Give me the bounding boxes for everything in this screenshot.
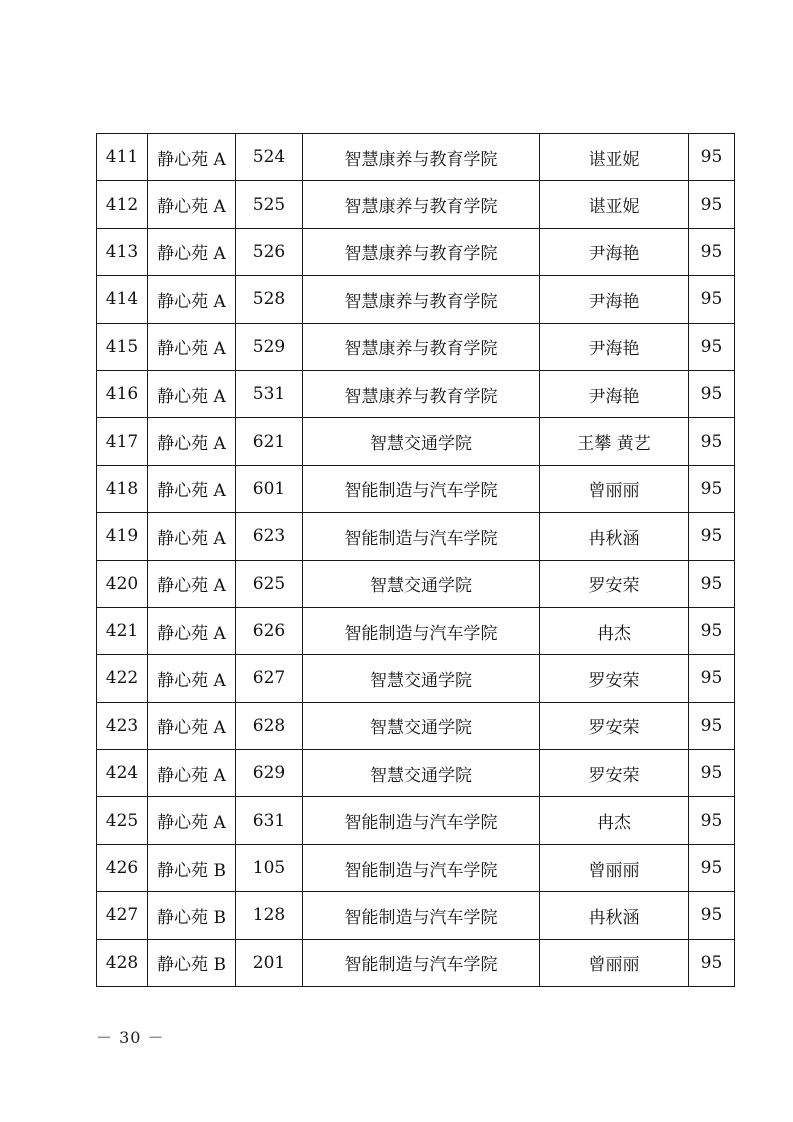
score-cell: 95 [689,513,735,560]
table-row [97,607,735,654]
counselor-cell: 曾丽丽 [540,844,689,891]
building-cell: 静心苑 A [148,607,236,654]
room-number-cell: 628 [236,702,303,749]
building-cell: 静心苑 A [148,276,236,323]
table-row [97,702,735,749]
college-cell: 智慧交通学院 [303,418,540,465]
college-cell: 智能制造与汽车学院 [303,892,540,939]
building-cell: 静心苑 A [148,323,236,370]
room-number-cell: 629 [236,750,303,797]
score-cell: 95 [689,228,735,275]
row-index-cell: 411 [97,134,148,181]
college-cell: 智慧康养与教育学院 [303,228,540,275]
college-cell: 智慧康养与教育学院 [303,370,540,417]
table-row [97,323,735,370]
college-cell: 智能制造与汽车学院 [303,797,540,844]
table-row [97,418,735,465]
row-index-cell: 425 [97,797,148,844]
building-cell: 静心苑 A [148,513,236,560]
score-cell: 95 [689,797,735,844]
college-cell: 智慧交通学院 [303,702,540,749]
page-number: － 30 － [96,1028,165,1047]
room-number-cell: 601 [236,465,303,512]
row-index-cell: 412 [97,181,148,228]
score-cell: 95 [689,370,735,417]
college-cell: 智慧康养与教育学院 [303,276,540,323]
score-cell: 95 [689,702,735,749]
counselor-cell: 冉秋涵 [540,892,689,939]
college-cell: 智能制造与汽车学院 [303,939,540,986]
score-cell: 95 [689,844,735,891]
score-cell: 95 [689,276,735,323]
college-cell: 智慧康养与教育学院 [303,323,540,370]
table-row [97,560,735,607]
building-cell: 静心苑 A [148,560,236,607]
row-index-cell: 413 [97,228,148,275]
room-number-cell: 623 [236,513,303,560]
college-cell: 智慧康养与教育学院 [303,134,540,181]
score-cell: 95 [689,134,735,181]
score-cell: 95 [689,181,735,228]
row-index-cell: 420 [97,560,148,607]
building-cell: 静心苑 A [148,228,236,275]
table-row [97,797,735,844]
building-cell: 静心苑 A [148,465,236,512]
building-cell: 静心苑 B [148,844,236,891]
row-index-cell: 421 [97,607,148,654]
room-number-cell: 525 [236,181,303,228]
counselor-cell: 谌亚妮 [540,134,689,181]
room-number-cell: 201 [236,939,303,986]
score-cell: 95 [689,323,735,370]
room-number-cell: 626 [236,607,303,654]
score-cell: 95 [689,418,735,465]
room-number-cell: 128 [236,892,303,939]
row-index-cell: 423 [97,702,148,749]
row-index-cell: 424 [97,750,148,797]
row-index-cell: 416 [97,370,148,417]
counselor-cell: 冉杰 [540,607,689,654]
score-cell: 95 [689,750,735,797]
row-index-cell: 417 [97,418,148,465]
college-cell: 智慧交通学院 [303,560,540,607]
building-cell: 静心苑 B [148,892,236,939]
table-row [97,655,735,702]
room-number-cell: 627 [236,655,303,702]
score-cell: 95 [689,465,735,512]
dormitory-score-table [96,133,735,987]
counselor-cell: 罗安荣 [540,702,689,749]
table-body [97,134,735,987]
building-cell: 静心苑 A [148,797,236,844]
counselor-cell: 尹海艳 [540,228,689,275]
counselor-cell: 冉杰 [540,797,689,844]
counselor-cell: 冉秋涵 [540,513,689,560]
building-cell: 静心苑 A [148,418,236,465]
row-index-cell: 415 [97,323,148,370]
building-cell: 静心苑 A [148,181,236,228]
counselor-cell: 王攀 黄艺 [540,418,689,465]
row-index-cell: 428 [97,939,148,986]
room-number-cell: 631 [236,797,303,844]
score-cell: 95 [689,655,735,702]
college-cell: 智慧交通学院 [303,750,540,797]
table-row [97,228,735,275]
room-number-cell: 531 [236,370,303,417]
room-number-cell: 528 [236,276,303,323]
room-number-cell: 526 [236,228,303,275]
table-row [97,276,735,323]
counselor-cell: 曾丽丽 [540,465,689,512]
row-index-cell: 414 [97,276,148,323]
counselor-cell: 尹海艳 [540,276,689,323]
room-number-cell: 621 [236,418,303,465]
table-row [97,134,735,181]
counselor-cell: 罗安荣 [540,750,689,797]
table-row [97,750,735,797]
college-cell: 智慧康养与教育学院 [303,181,540,228]
counselor-cell: 罗安荣 [540,655,689,702]
score-cell: 95 [689,607,735,654]
building-cell: 静心苑 A [148,702,236,749]
score-cell: 95 [689,560,735,607]
room-number-cell: 105 [236,844,303,891]
counselor-cell: 罗安荣 [540,560,689,607]
row-index-cell: 427 [97,892,148,939]
building-cell: 静心苑 A [148,370,236,417]
row-index-cell: 418 [97,465,148,512]
score-cell: 95 [689,939,735,986]
college-cell: 智能制造与汽车学院 [303,465,540,512]
table-row [97,892,735,939]
counselor-cell: 尹海艳 [540,370,689,417]
college-cell: 智慧交通学院 [303,655,540,702]
room-number-cell: 524 [236,134,303,181]
table-row [97,513,735,560]
table-row [97,939,735,986]
room-number-cell: 529 [236,323,303,370]
table-row [97,370,735,417]
row-index-cell: 422 [97,655,148,702]
room-number-cell: 625 [236,560,303,607]
college-cell: 智能制造与汽车学院 [303,513,540,560]
row-index-cell: 426 [97,844,148,891]
building-cell: 静心苑 B [148,939,236,986]
table-row [97,181,735,228]
row-index-cell: 419 [97,513,148,560]
table-row [97,844,735,891]
score-cell: 95 [689,892,735,939]
counselor-cell: 谌亚妮 [540,181,689,228]
college-cell: 智能制造与汽车学院 [303,844,540,891]
counselor-cell: 曾丽丽 [540,939,689,986]
table-row [97,465,735,512]
building-cell: 静心苑 A [148,134,236,181]
building-cell: 静心苑 A [148,750,236,797]
building-cell: 静心苑 A [148,655,236,702]
college-cell: 智能制造与汽车学院 [303,607,540,654]
counselor-cell: 尹海艳 [540,323,689,370]
